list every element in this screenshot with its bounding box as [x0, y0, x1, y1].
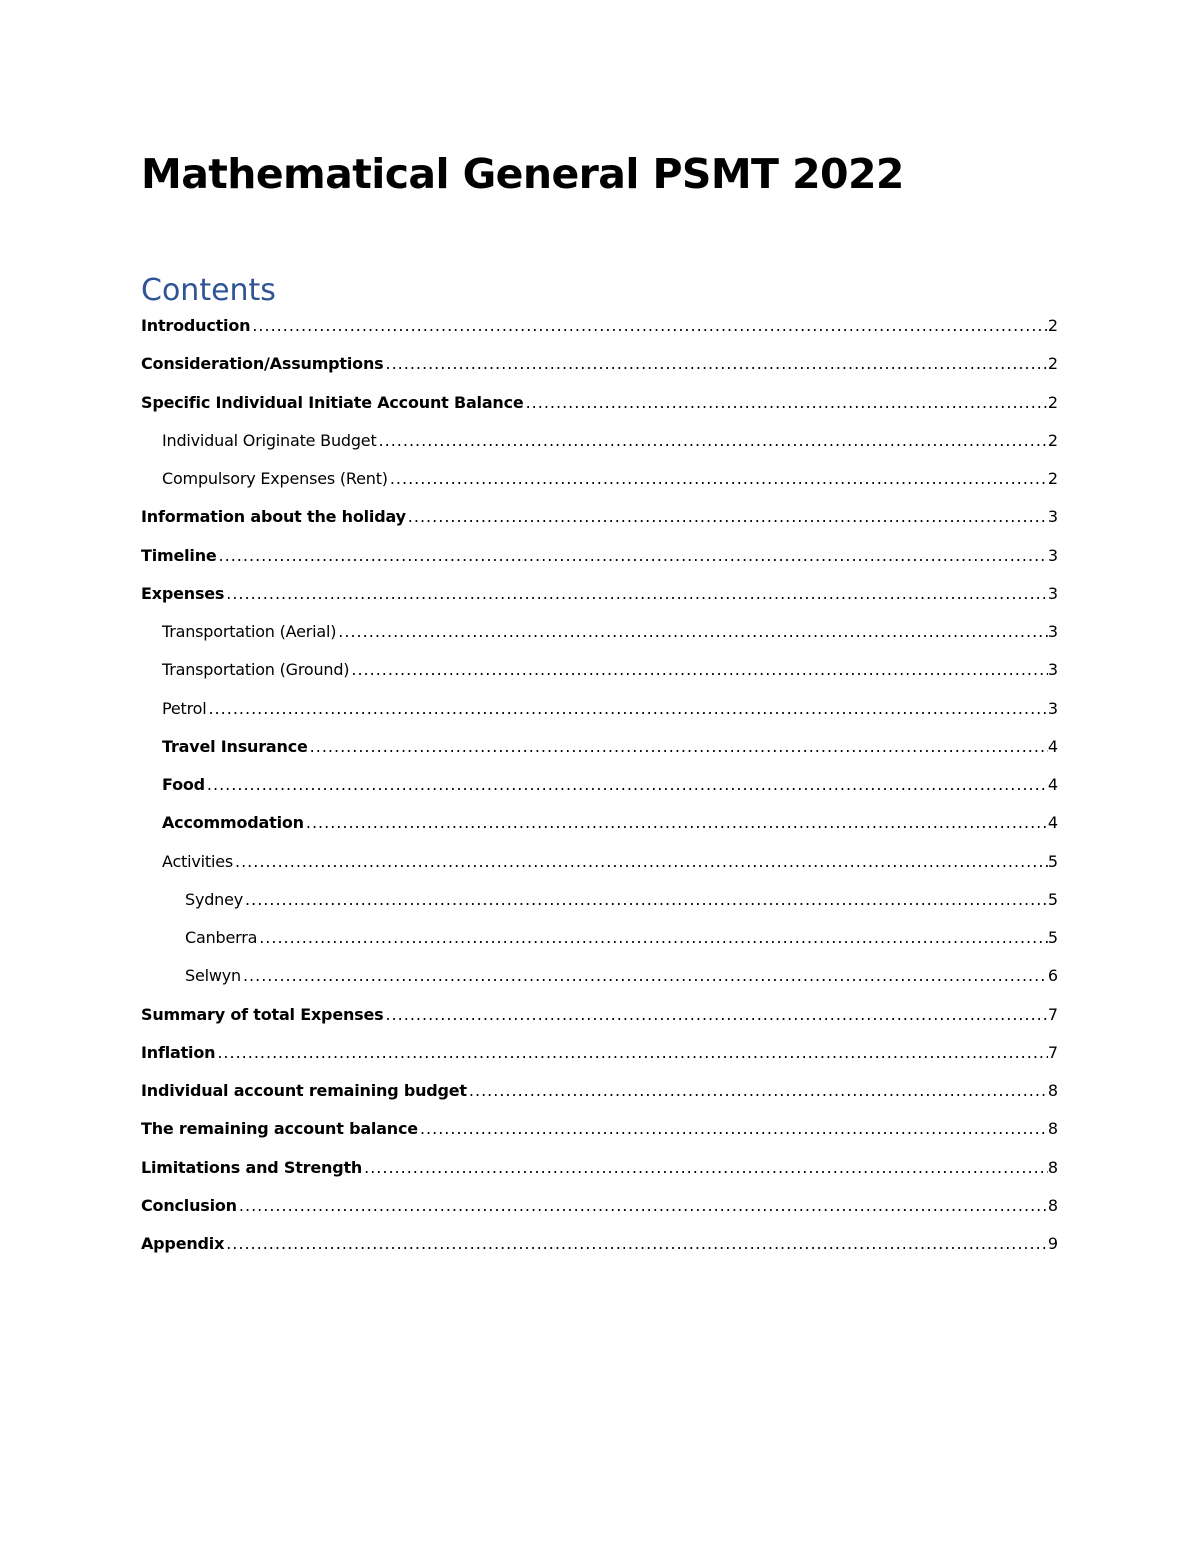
- toc-entry[interactable]: [141, 1077, 1058, 1115]
- toc-entry[interactable]: [141, 389, 1058, 427]
- toc-entry[interactable]: [141, 1154, 1058, 1192]
- toc-dot-leader: [377, 427, 1048, 455]
- toc-dot-leader: [243, 886, 1048, 914]
- toc-entry-page-number: 5: [1047, 928, 1058, 947]
- toc-entry-label: Limitations and Strength: [141, 1157, 363, 1177]
- toc-dot-leader: [349, 656, 1047, 684]
- toc-dot-leader: [308, 733, 1048, 761]
- toc-dot-leader: [383, 350, 1047, 378]
- toc-entry[interactable]: [141, 848, 1058, 886]
- toc-entry-label: Individual account remaining budget: [141, 1081, 467, 1100]
- toc-entry-page-number: 3: [1047, 545, 1058, 565]
- toc-entry-page-number: 8: [1047, 1119, 1058, 1139]
- toc-entry-page-number: 3: [1047, 660, 1058, 680]
- toc-entry-page-number: 8: [1047, 1157, 1058, 1177]
- toc-entry-page-number: 8: [1047, 1195, 1058, 1215]
- toc-entry-page-number: 9: [1047, 1234, 1058, 1253]
- toc-entry[interactable]: [141, 695, 1058, 733]
- toc-dot-leader: [388, 465, 1048, 493]
- toc-dot-leader: [224, 1230, 1048, 1258]
- toc-dot-leader: [406, 503, 1048, 531]
- toc-entry-page-number: 3: [1047, 507, 1058, 527]
- toc-entry-page-number: 4: [1047, 775, 1058, 794]
- toc-entry-label: Sydney: [185, 889, 244, 909]
- toc-entry[interactable]: [141, 1192, 1058, 1230]
- toc-entry[interactable]: [141, 1230, 1058, 1268]
- toc-entry[interactable]: [141, 312, 1058, 350]
- toc-entry-label: Introduction: [141, 316, 251, 335]
- toc-dot-leader: [304, 809, 1048, 837]
- toc-entry[interactable]: [141, 580, 1058, 618]
- toc-entry-label: Conclusion: [141, 1195, 237, 1215]
- toc-entry-page-number: 2: [1047, 430, 1058, 450]
- toc-entry[interactable]: [141, 618, 1058, 656]
- toc-dot-leader: [362, 1154, 1048, 1182]
- toc-entry-label: Inflation: [141, 1042, 216, 1062]
- toc-entry-page-number: 7: [1047, 1004, 1058, 1024]
- toc-dot-leader: [467, 1077, 1048, 1105]
- toc-entry-label: Food: [162, 775, 205, 794]
- toc-entry-label: Expenses: [141, 583, 225, 603]
- toc-entry-page-number: 2: [1047, 354, 1058, 374]
- toc-entry[interactable]: [141, 733, 1058, 771]
- toc-dot-leader: [383, 1001, 1047, 1029]
- toc-entry-page-number: 5: [1047, 851, 1058, 871]
- toc-entry[interactable]: [141, 1001, 1058, 1039]
- toc-entry-page-number: 2: [1047, 316, 1058, 335]
- toc-dot-leader: [418, 1115, 1048, 1143]
- toc-entry-page-number: 8: [1047, 1081, 1058, 1100]
- toc-entry[interactable]: [141, 427, 1058, 465]
- toc-entry-label: Petrol: [162, 698, 207, 718]
- toc-dot-leader: [224, 580, 1048, 608]
- toc-entry-label: Accommodation: [162, 813, 304, 833]
- toc-entry-page-number: 6: [1047, 966, 1058, 986]
- toc-dot-leader: [257, 924, 1048, 952]
- toc-entry-label: Timeline: [141, 545, 217, 565]
- toc-entry[interactable]: [141, 809, 1058, 847]
- toc-dot-leader: [336, 618, 1048, 646]
- toc-entry-page-number: 7: [1047, 1042, 1058, 1062]
- toc-entry[interactable]: [141, 350, 1058, 388]
- toc-dot-leader: [524, 389, 1048, 417]
- toc-entry-page-number: 5: [1047, 889, 1058, 909]
- toc-entry-label: Compulsory Expenses (Rent): [162, 469, 388, 488]
- toc-entry-label: Canberra: [185, 928, 258, 947]
- toc-dot-leader: [241, 962, 1048, 990]
- toc-entry-label: Individual Originate Budget: [162, 430, 377, 450]
- toc-entry-label: The remaining account balance: [141, 1119, 418, 1139]
- toc-dot-leader: [205, 771, 1048, 799]
- toc-entry-label: Specific Individual Initiate Account Balance: [141, 392, 524, 412]
- toc-dot-leader: [217, 542, 1048, 570]
- toc-dot-leader: [206, 695, 1047, 723]
- toc-entry-page-number: 4: [1047, 736, 1058, 756]
- toc-entry-page-number: 3: [1047, 622, 1058, 641]
- toc-entry[interactable]: [141, 656, 1058, 694]
- toc-entry-label: Travel Insurance: [162, 736, 308, 756]
- toc-entry-page-number: 4: [1047, 813, 1058, 833]
- toc-dot-leader: [250, 312, 1047, 340]
- toc-entry[interactable]: [141, 886, 1058, 924]
- toc-entry-label: Activities: [162, 851, 233, 871]
- toc-entry-label: Consideration/Assumptions: [141, 354, 384, 374]
- toc-dot-leader: [237, 1192, 1048, 1220]
- toc-dot-leader: [233, 848, 1048, 876]
- toc-entry-label: Appendix: [141, 1234, 225, 1253]
- toc-entry[interactable]: [141, 1115, 1058, 1153]
- contents-heading: Contents: [141, 273, 276, 308]
- document-title: Mathematical General PSMT 2022: [141, 150, 904, 198]
- toc-entry-label: Transportation (Aerial): [162, 622, 337, 641]
- toc-entry-label: Selwyn: [185, 966, 241, 986]
- table-of-contents: [141, 312, 1058, 1268]
- toc-entry[interactable]: [141, 1039, 1058, 1077]
- toc-entry[interactable]: [141, 771, 1058, 809]
- toc-entry[interactable]: [141, 465, 1058, 503]
- toc-entry-label: Transportation (Ground): [162, 660, 350, 680]
- toc-dot-leader: [215, 1039, 1048, 1067]
- toc-entry[interactable]: [141, 542, 1058, 580]
- toc-entry-page-number: 3: [1047, 698, 1058, 718]
- toc-entry-label: Summary of total Expenses: [141, 1004, 384, 1024]
- toc-entry[interactable]: [141, 924, 1058, 962]
- toc-entry[interactable]: [141, 962, 1058, 1000]
- toc-entry-page-number: 3: [1047, 583, 1058, 603]
- toc-entry-label: Information about the holiday: [141, 507, 406, 527]
- toc-entry-page-number: 2: [1047, 469, 1058, 488]
- toc-entry-page-number: 2: [1047, 392, 1058, 412]
- toc-entry[interactable]: [141, 503, 1058, 541]
